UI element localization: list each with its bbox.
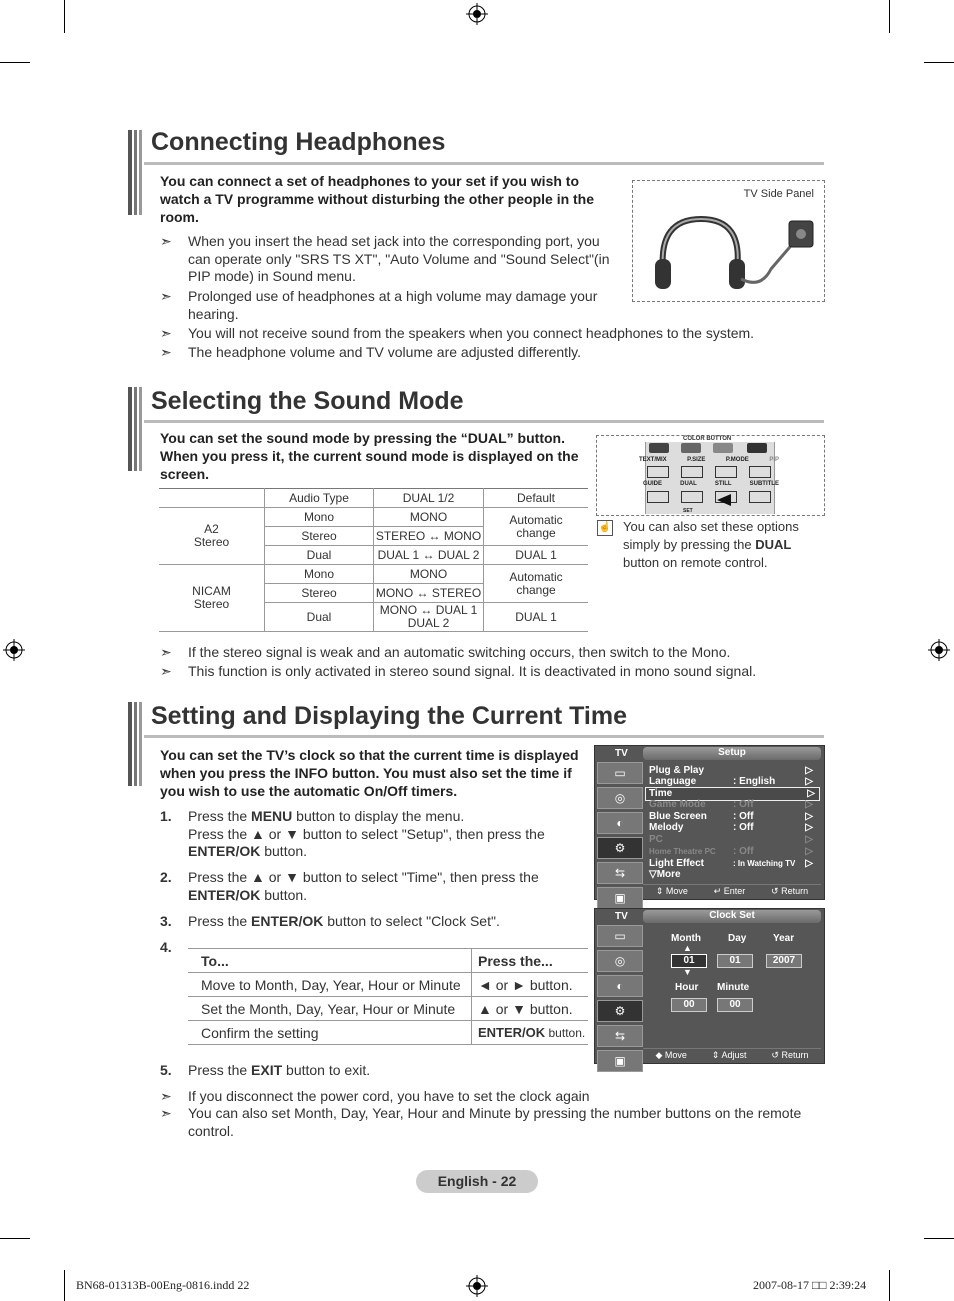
note-arrow-icon: ➣ (160, 1088, 172, 1104)
section-title-headphones: Connecting Headphones (151, 128, 446, 156)
table-cell-group: A2 Stereo (159, 508, 265, 565)
pip-icon[interactable]: ▣ (597, 887, 643, 909)
pointer-arrow-icon (703, 494, 731, 506)
table-cell: Dual (265, 603, 374, 632)
button-icon[interactable] (647, 466, 669, 478)
menu-title: Clock Set (643, 910, 821, 923)
tv-label: TV (615, 748, 628, 759)
move-hint: ⇕ Move (655, 885, 688, 896)
time-note: ➣ If you disconnect the power cord, you have to set the clock again (160, 1088, 590, 1104)
note-arrow-icon: ➣ (160, 325, 172, 341)
table-header-cell: Press the... (472, 949, 589, 973)
headphones-note: ➣ The headphone volume and TV volume are adjusted differently. (160, 344, 582, 360)
clock-control-table (188, 948, 588, 1045)
note-arrow-icon: ➣ (160, 288, 172, 304)
table-cell: ENTER/OK button. (472, 1021, 589, 1045)
sound-note: ➣ If the stereo signal is weak and an automatic switching occurs, then switch to the Mono. (160, 644, 731, 660)
day-label: Day (728, 933, 747, 944)
color-button-label: COLOR BUTTON (683, 436, 732, 442)
table-cell: Automatic change (484, 508, 589, 546)
headphones-icon (651, 209, 821, 297)
menu-footer (643, 884, 821, 897)
arrow-right-icon: ▷ (807, 788, 815, 799)
remote-control-figure (596, 435, 825, 516)
time-intro: You can set the TV’s clock so that the current time is displayed when you press the INFO button. You must also set the time if you wish to use the automatic On/Off timers. (160, 747, 579, 799)
button-icon[interactable] (681, 466, 703, 478)
still-button[interactable]: STILL (714, 481, 732, 487)
adjust-hint: ⇕ Adjust (711, 1049, 747, 1060)
time-note: ➣ You can also set Month, Day, Year, Hour and Minute by pressing the number buttons on the remote control. (160, 1105, 802, 1139)
registration-mark-icon (928, 639, 950, 661)
section-rule (144, 162, 824, 165)
sound-mode-table (159, 488, 588, 632)
step-4: 4. (160, 939, 172, 955)
yellow-button[interactable] (713, 443, 733, 453)
table-cell: Move to Month, Day, Year, Hour or Minute (188, 973, 472, 997)
note-arrow-icon: ➣ (160, 644, 172, 660)
red-button[interactable] (649, 443, 669, 453)
arrow-right-icon: ▷ (805, 811, 813, 822)
down-arrow-icon[interactable]: ▼ (683, 967, 692, 977)
month-field[interactable]: 01 (671, 954, 707, 968)
section-rule (144, 735, 824, 738)
crop-mark (889, 1270, 890, 1301)
remote-top-labels (639, 457, 779, 463)
menu-sidebar (597, 762, 641, 912)
table-cell: ◄ or ► button. (472, 973, 589, 997)
table-cell: Stereo (265, 584, 374, 603)
hour-label: Hour (675, 982, 699, 993)
picture-icon[interactable]: ▭ (597, 925, 643, 947)
crop-mark (64, 1270, 65, 1301)
menu-title: Setup (643, 747, 821, 760)
crop-mark (0, 62, 30, 63)
table-cell: MONO ↔ DUAL 1 DUAL 2 (374, 603, 484, 632)
section-bar (128, 387, 144, 471)
sound-intro: You can set the sound mode by pressing the “DUAL” button. When you press it, the current sound mode is displayed on the screen. (160, 430, 579, 482)
remote-bottom-labels (643, 481, 779, 487)
table-cell: Automatic change (484, 565, 589, 603)
menu-item-blue-screen[interactable]: Blue Screen : Off ▷ (649, 811, 813, 822)
pmode-button[interactable]: P.MODE (725, 457, 749, 463)
note-arrow-icon: ➣ (160, 344, 172, 360)
table-cell: DUAL 1 (484, 603, 589, 632)
hand-icon: ☝ (597, 520, 613, 536)
table-cell: Confirm the setting (188, 1021, 472, 1045)
section-title-time: Setting and Displaying the Current Time (151, 702, 627, 730)
channel-icon[interactable]: ◐ (597, 812, 643, 834)
button-icon[interactable] (749, 466, 771, 478)
menu-item-plug-play[interactable]: Plug & Play ▷ (649, 765, 813, 776)
table-cell: Mono (265, 565, 374, 584)
dual-button[interactable]: DUAL (680, 481, 697, 487)
up-arrow-icon[interactable]: ▲ (683, 943, 692, 953)
menu-item-melody[interactable]: Melody : Off ▷ (649, 822, 813, 833)
crop-mark (924, 1238, 954, 1239)
table-cell: STEREO ↔ MONO (374, 527, 484, 546)
text-mix-button[interactable]: TEXT/MIX (639, 457, 667, 463)
crop-mark (0, 1238, 30, 1239)
tv-label: TV (615, 911, 628, 922)
table-cell: DUAL 1 ↔ DUAL 2 (374, 546, 484, 565)
table-cell-group: NICAM Stereo (159, 565, 265, 632)
day-field[interactable]: 01 (717, 954, 753, 968)
guide-button[interactable]: GUIDE (643, 481, 663, 487)
registration-mark-icon (466, 1275, 488, 1297)
menu-item-pc[interactable]: PC ▷ (649, 834, 813, 845)
clock-set-menu-screen (594, 908, 825, 1068)
note-arrow-icon: ➣ (160, 663, 172, 679)
return-hint: ↺ Return (771, 1049, 809, 1060)
subtitle-button[interactable]: SUBTITLE (749, 481, 779, 487)
channel-icon[interactable]: ◐ (597, 975, 643, 997)
registration-mark-icon (466, 3, 488, 25)
menu-item-language[interactable]: Language : English ▷ (649, 776, 813, 787)
step-5: 5. Press the EXIT button to exit. (160, 1062, 371, 1078)
pip-button[interactable]: PIP (769, 457, 779, 463)
table-cell: DUAL 1 (484, 546, 589, 565)
table-cell: MONO (374, 508, 484, 527)
hour-field[interactable]: 00 (671, 998, 707, 1012)
remote-tip: You can also set these options simply by pressing the DUAL button on remote control. (623, 519, 799, 570)
table-header-cell: DUAL 1/2 (374, 489, 484, 508)
minute-field[interactable]: 00 (717, 998, 753, 1012)
pip-icon[interactable]: ▣ (597, 1050, 643, 1072)
table-header-cell: Default (484, 489, 589, 508)
arrow-right-icon: ▷ (805, 822, 813, 833)
headphones-note: ➣ You will not receive sound from the speakers when you connect headphones to the system. (160, 325, 755, 341)
menu-item-game-mode[interactable]: Game Mode : Off ▷ (649, 799, 813, 810)
sound-icon[interactable]: ◎ (597, 787, 643, 809)
sound-note: ➣ This function is only activated in stereo sound signal. It is deactivated in mono sound signal. (160, 663, 757, 679)
arrow-right-icon: ▷ (805, 846, 813, 857)
note-arrow-icon: ➣ (160, 1105, 172, 1121)
step-2: 2. Press the ▲ or ▼ button to select "Time", then press the ENTER/OK button. (160, 869, 539, 903)
crop-mark (889, 0, 890, 33)
arrow-right-icon: ▷ (805, 834, 813, 845)
table-cell: Mono (265, 508, 374, 527)
arrow-right-icon: ▷ (805, 799, 813, 810)
menu-item-light-effect[interactable]: Light Effect : In Watching TV ▷ (649, 858, 813, 869)
footer-timestamp: 2007-08-17 □□ 2:39:24 (753, 1278, 867, 1292)
arrow-right-icon: ▷ (805, 858, 813, 869)
menu-item-home-theatre-pc[interactable]: Home Theatre PC : Off ▷ (649, 846, 813, 857)
headphones-note: ➣ Prolonged use of headphones at a high volume may damage your hearing. (160, 288, 598, 322)
minute-label: Minute (717, 982, 750, 993)
headphones-note: ➣ When you insert the head set jack into the corresponding port, you can operate only "SRS TS XT", "Auto Volume and "Sound Select"(in PIP mode) in Sound menu. (160, 233, 610, 284)
table-header-cell: Audio Type (265, 489, 374, 508)
arrow-right-icon: ▷ (805, 776, 813, 787)
button-icon[interactable] (749, 491, 771, 503)
button-icon[interactable] (681, 491, 703, 503)
step-3: 3. Press the ENTER/OK button to select "Clock Set". (160, 913, 500, 929)
table-header-cell (159, 489, 265, 508)
crop-mark (64, 0, 65, 33)
button-icon[interactable] (715, 466, 737, 478)
button-icon[interactable] (647, 491, 669, 503)
menu-footer (643, 1048, 821, 1061)
section-title-sound-mode: Selecting the Sound Mode (151, 387, 464, 415)
psize-button[interactable]: P.SIZE (687, 457, 706, 463)
menu-sidebar (597, 925, 641, 1075)
set-label: SET (683, 508, 693, 514)
footer-file: BN68-01313B-00Eng-0816.indd 22 (76, 1278, 250, 1292)
table-header-cell: To... (188, 949, 472, 973)
year-field[interactable]: 2007 (766, 954, 802, 968)
green-button[interactable] (681, 443, 701, 453)
table-cell: Stereo (265, 527, 374, 546)
remote-icon-row (647, 466, 771, 478)
blue-button[interactable] (747, 443, 767, 453)
enter-hint: ↵ Enter (713, 885, 746, 896)
table-cell: Dual (265, 546, 374, 565)
year-label: Year (773, 933, 795, 944)
input-icon[interactable]: ⇆ (597, 862, 643, 884)
table-cell: MONO ↔ STEREO (374, 584, 484, 603)
section-bar (128, 130, 144, 215)
setup-icon[interactable]: ⚙ (597, 1000, 643, 1022)
registration-mark-icon (3, 639, 25, 661)
setup-icon[interactable]: ⚙ (597, 837, 643, 859)
menu-item-more[interactable]: ▽More (649, 869, 681, 880)
sound-icon[interactable]: ◎ (597, 950, 643, 972)
tv-side-panel-figure (632, 180, 825, 302)
input-icon[interactable]: ⇆ (597, 1025, 643, 1047)
section-rule (144, 420, 824, 423)
setup-menu-screen (594, 745, 825, 905)
crop-mark (924, 62, 954, 63)
section-bar (128, 702, 144, 786)
table-cell: Set the Month, Day, Year, Hour or Minute (188, 997, 472, 1021)
table-cell: ▲ or ▼ button. (472, 997, 589, 1021)
arrow-right-icon: ▷ (805, 765, 813, 776)
note-arrow-icon: ➣ (160, 233, 172, 249)
tv-side-panel-label: TV Side Panel (743, 188, 814, 200)
month-label: Month (671, 933, 701, 944)
picture-icon[interactable]: ▭ (597, 762, 643, 784)
menu-item-time[interactable]: Time ▷ (645, 787, 820, 801)
page-number: English - 22 (416, 1170, 538, 1193)
move-hint: ◆ Move (655, 1049, 687, 1060)
headphones-intro: You can connect a set of headphones to your set if you wish to watch a TV programme without disturbing the other people in the room. (160, 173, 595, 225)
return-hint: ↺ Return (771, 885, 809, 896)
table-cell: MONO (374, 565, 484, 584)
step-1: 1. Press the MENU button to display the menu. Press the ▲ or ▼ button to select "Setup", then press the ENTER/OK button. (160, 808, 545, 859)
